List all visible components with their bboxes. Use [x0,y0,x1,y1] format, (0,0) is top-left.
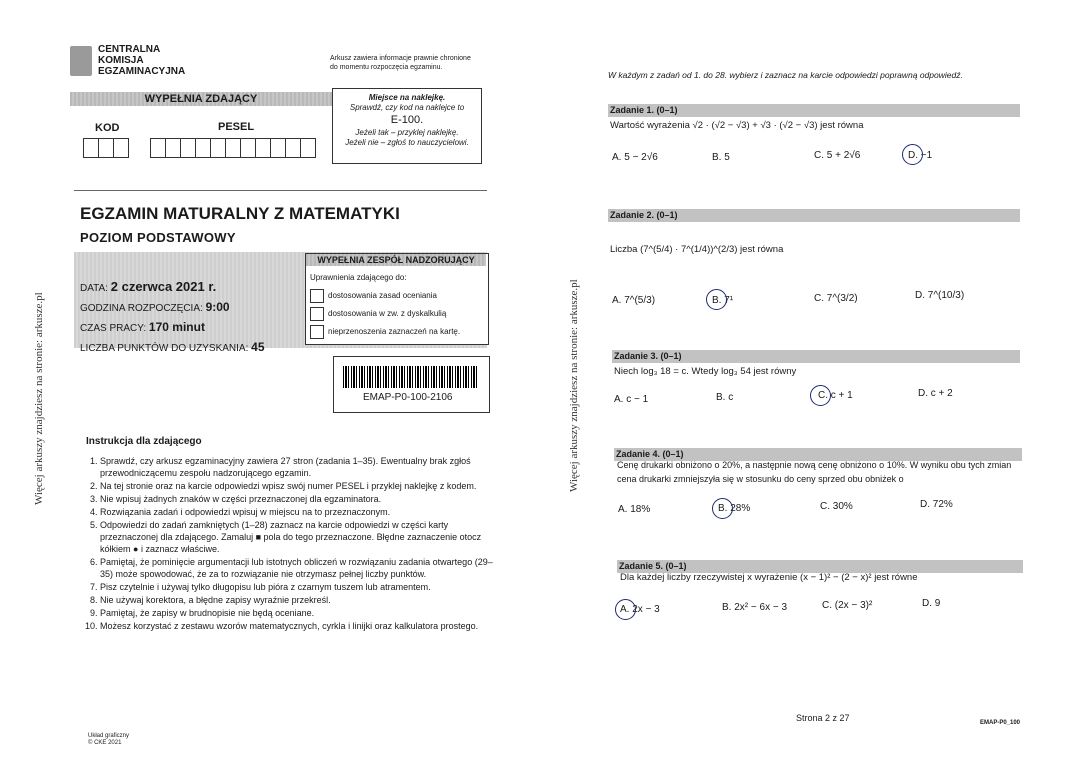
task-4-answer-a[interactable]: A. 18% [618,504,651,515]
info-start: GODZINA ROZPOCZĘCIA: 9:00 [80,300,230,314]
task-5-answer-b[interactable]: B. 2x² − 6x − 3 [722,602,788,613]
cke-name [98,44,185,77]
sticker-line-3: Jeżeli nie – zgłoś to nauczycielowi. [345,138,469,147]
task-3-answer-c[interactable]: C. c + 1 [818,390,853,401]
zespol-option-2: dostosowania w zw. z dyskalkulią [310,305,460,323]
task-5-answer-c[interactable]: C. (2x − 3)² [822,600,873,611]
selected-answer-ring [712,498,733,519]
checkbox[interactable] [310,289,324,303]
task-2-header: Zadanie 2. (0–1) [608,209,1020,222]
task-2-answer-b[interactable]: B. 7¹ [712,295,734,306]
pesel-field[interactable] [150,138,316,158]
task-4-answer-c[interactable]: C. 30% [820,501,853,512]
sticker-code: E-100. [390,114,424,126]
instruction-item: 1. Sprawdź, czy arkusz egzaminacyjny zawiera 27 stron (zadania 1–35). Ewentualny brak zgłoś przewodniczącemu zespołu nadzorującego egzamin. [100,455,500,479]
task-3-question: Niech log₃ 18 = c. Wtedy log₃ 54 jest równy [614,366,797,377]
protected-notice [330,54,471,72]
instruction-item: 8. Nie używaj korektora, a błędne zapisy wyraźnie przekreśl. [100,594,500,606]
instruction-item: 9. Pamiętaj, że zapisy w brudnopisie nie będą oceniane. [100,607,500,619]
task-3-answer-b[interactable]: B. c [716,392,734,403]
task-1-header: Zadanie 1. (0–1) [608,104,1020,117]
task-3-answer-d[interactable]: D. c + 2 [918,388,953,399]
instruction-title: Instrukcja dla zdającego [86,436,202,447]
task-4-answer-d[interactable]: D. 72% [920,499,953,510]
task-1-answer-c[interactable]: C. 5 + 2√6 [814,150,861,161]
task-1-answer-d[interactable]: D. −1 [908,150,933,161]
task-2-question: Liczba (7^(5/4) · 7^(1/4))^(2/3) jest równa [610,244,784,255]
info-points: LICZBA PUNKTÓW DO UZYSKANIA: 45 [80,340,265,354]
task-5-answer-a[interactable]: A. 2x − 3 [620,604,660,615]
exam-title: EGZAMIN MATURALNY Z MATEMATYKI [80,204,400,223]
task-1-answer-b[interactable]: B. 5 [712,152,730,163]
info-list [80,278,265,358]
sticker-line-1: Sprawdź, czy kod na naklejce to [349,103,465,112]
task-2-answer-c[interactable]: C. 7^(3/2) [814,293,858,304]
checkbox[interactable] [310,307,324,321]
task-1-answer-a[interactable]: A. 5 − 2√6 [612,152,658,163]
barcode-text: EMAP-P0-100-2106 [363,392,453,403]
task-4-header: Zadanie 4. (0–1) [614,448,1022,461]
info-date: DATA: 2 czerwca 2021 r. [80,279,217,294]
sticker-box [332,88,482,164]
task-3-answer-a[interactable]: A. c − 1 [614,394,649,405]
instruction-item: 10. Możesz korzystać z zestawu wzorów matematycznych, cyrkla i linijki oraz kalkulatora prostego. [100,620,500,632]
task-2-answer-d[interactable]: D. 7^(10/3) [915,290,965,301]
wypelnia-zdajacy-label: WYPEŁNIA ZDAJĄCY [144,93,258,105]
task-5-question: Dla każdej liczby rzeczywistej x wyrażenie (x − 1)² − (2 − x)² jest równe [620,572,918,583]
kod-field[interactable] [83,138,129,158]
selected-answer-ring [810,385,831,406]
cke-line-2: KOMISJA [98,55,144,66]
task-3-header: Zadanie 3. (0–1) [612,350,1020,363]
side-watermark-left: Więcej arkuszy znajdziesz na stronie: arkusze.pl [33,292,45,505]
exam-level: POZIOM PODSTAWOWY [80,230,236,245]
footer-code: EMAP-P0_100 [980,720,1021,726]
cke-line-1: CENTRALNA [98,44,161,55]
selected-answer-ring [615,599,636,620]
task-2-answer-a[interactable]: A. 7^(5/3) [612,295,656,306]
info-duration: CZAS PRACY: 170 minut [80,320,205,334]
instruction-item: 6. Pamiętaj, że pominięcie argumentacji lub istotnych obliczeń w rozwiązaniu zadania otwartego (29–35) może spowodować, że za to rozwiązanie nie otrzymasz pełnej liczby punktów. [100,556,500,580]
pesel-label: PESEL [218,121,255,133]
notice-line-2: do momentu rozpoczęcia egzaminu. [330,64,443,71]
selected-answer-ring [706,289,727,310]
page-number: Strona 2 z 27 [796,713,850,723]
zespol-options [310,287,460,341]
checkbox[interactable] [310,325,324,339]
selected-answer-ring [902,144,923,165]
cke-logo-icon [70,46,92,76]
task-4-answer-b[interactable]: B. 28% [718,503,751,514]
task-1-question: Wartość wyrażenia √2 · (√2 − √3) + √3 · (√2 − √3) jest równa [610,120,864,131]
instruction-list [76,455,500,633]
task-5-answer-d[interactable]: D. 9 [922,598,941,609]
zespol-intro: Uprawnienia zdającego do: [310,273,407,282]
barcode-icon [343,366,478,388]
sticker-line-2: Jeżeli tak – przyklej naklejkę. [355,128,459,137]
sticker-title: Miejsce na naklejkę. [368,93,446,102]
zespol-header: WYPEŁNIA ZESPÓŁ NADZORUJĄCY [306,254,486,266]
cke-line-3: EGZAMINACYJNA [98,66,186,77]
zespol-option-3: nieprzenoszenia zaznaczeń na kartę. [310,323,460,341]
kod-label: KOD [95,122,120,134]
wypelnia-zdajacy-bar [70,92,332,106]
instruction-item: 3. Nie wpisuj żadnych znaków w części przeznaczonej dla egzaminatora. [100,493,500,505]
side-watermark-right: Więcej arkuszy znajdziesz na stronie: arkusze.pl [568,279,580,492]
zespol-option-1: dostosowania zasad oceniania [310,287,460,305]
left-footer: Układ graficzny © CKE 2021 [88,733,130,746]
right-intro: W każdym z zadań od 1. do 28. wybierz i zaznacz na karcie odpowiedzi poprawną odpowiedź. [608,70,963,80]
instruction-item: 2. Na tej stronie oraz na karcie odpowiedzi wpisz swój numer PESEL i przyklej naklejkę z kodem. [100,480,500,492]
task-5-header: Zadanie 5. (0–1) [617,560,1023,573]
instruction-item: 4. Rozwiązania zadań i odpowiedzi wpisuj w miejscu na to przeznaczonym. [100,506,500,518]
instruction-item: 5. Odpowiedzi do zadań zamkniętych (1–28) zaznacz na karcie odpowiedzi w części karty przeznaczonej dla zdającego. Zamaluj ■ pola do tego przeznaczone. Błędne zaznaczenie otocz kółkiem ● i zaznacz właściwe. [100,519,500,555]
notice-line-1: Arkusz zawiera informacje prawnie chronione [330,55,471,62]
instruction-item: 7. Pisz czytelnie i używaj tylko długopisu lub pióra z czarnym tuszem lub atramentem. [100,581,500,593]
task-4-question: Cenę drukarki obniżono o 20%, a następnie nową cenę obniżono o 10%. W wyniku obu tych zmian cena drukarki zmniejszyła się w stosunku do ceny sprzed obu obniżek o [617,460,1012,484]
